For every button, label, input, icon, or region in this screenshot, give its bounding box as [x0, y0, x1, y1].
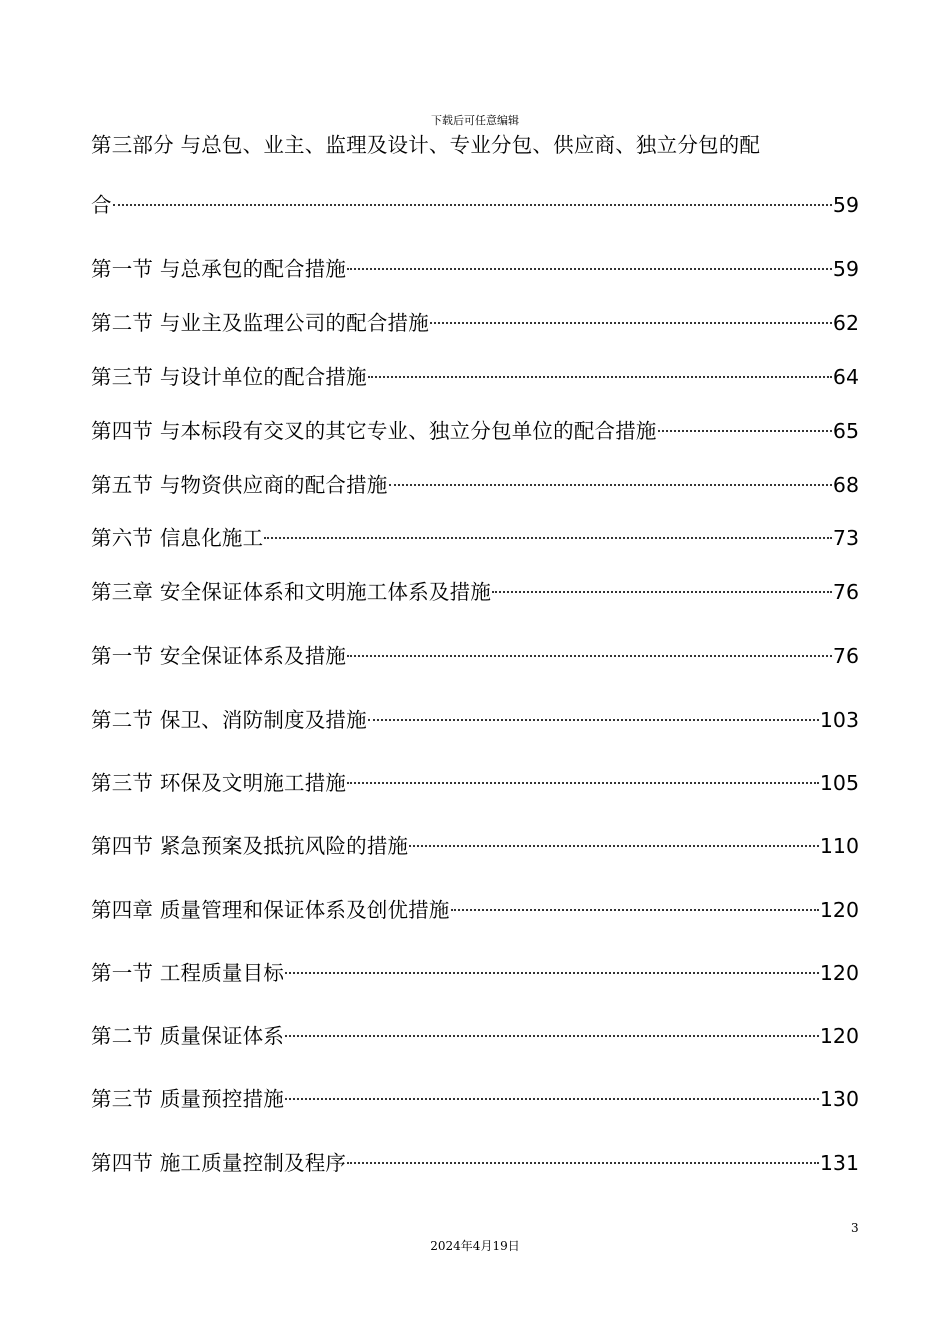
toc-entry-page: 131 [819, 1151, 859, 1175]
dot-leader [347, 246, 832, 276]
toc-entry[interactable] [91, 887, 859, 922]
toc-entry-label: 第三节 环保及文明施工措施 [91, 771, 347, 795]
toc-entry[interactable] [91, 515, 859, 550]
toc-entry[interactable] [91, 354, 859, 389]
toc-entry-page: 62 [832, 311, 859, 335]
toc-entry-label: 第四节 紧急预案及抵抗风险的措施 [91, 834, 409, 858]
toc-entry-page: 110 [819, 834, 859, 858]
toc-entry-page: 103 [819, 708, 859, 732]
toc-entry-page: 59 [832, 257, 859, 281]
footer-date: 2024年4月19日 [430, 1239, 520, 1253]
toc-entry-label: 第一节 安全保证体系及措施 [91, 644, 347, 668]
toc-entry-label: 第三节 质量预控措施 [91, 1087, 285, 1111]
toc-entry-page: 120 [819, 898, 859, 922]
dot-leader [368, 354, 832, 384]
toc-entry[interactable] [91, 697, 859, 732]
toc-entry-label: 第二节 与业主及监理公司的配合措施 [91, 311, 429, 335]
toc-entry[interactable] [91, 950, 859, 985]
toc-entry-page: 68 [832, 473, 859, 497]
toc-entry[interactable] [91, 1140, 859, 1175]
dot-leader [492, 569, 832, 599]
toc-entry-page: 76 [832, 580, 859, 604]
dot-leader [347, 633, 832, 663]
toc-entry[interactable] [91, 1076, 859, 1111]
dot-leader [347, 1140, 819, 1170]
toc-entry-page: 120 [819, 1024, 859, 1048]
toc-entry-label: 第四章 质量管理和保证体系及创优措施 [91, 898, 450, 922]
toc-entry-label: 第一节 工程质量目标 [91, 961, 285, 985]
dot-leader [430, 300, 832, 330]
toc-entry[interactable] [91, 462, 859, 497]
header-note: 下载后可任意编辑 [431, 114, 519, 127]
dot-leader [347, 760, 819, 790]
toc-entry-part3-line1: 第三部分 与总包、业主、监理及设计、专业分包、供应商、独立分包的配 [91, 133, 761, 157]
toc-entry-page: 73 [832, 526, 859, 550]
toc-entry[interactable] [91, 246, 859, 281]
toc-entry-label: 第三章 安全保证体系和文明施工体系及措施 [91, 580, 492, 604]
dot-leader [368, 697, 819, 727]
toc-entry-label: 第二节 质量保证体系 [91, 1024, 285, 1048]
toc-entry-label: 第二节 保卫、消防制度及措施 [91, 708, 367, 732]
dot-leader [285, 950, 819, 980]
dot-leader [409, 823, 819, 853]
toc-entry[interactable] [91, 408, 859, 443]
toc-entry-page: 105 [819, 771, 859, 795]
dot-leader [264, 515, 832, 545]
toc-entry-label: 第五节 与物资供应商的配合措施 [91, 473, 388, 497]
dot-leader [451, 887, 819, 917]
toc-entry[interactable] [91, 1013, 859, 1048]
toc-entry[interactable] [91, 823, 859, 858]
toc-entry[interactable] [91, 300, 859, 335]
page-number: 3 [851, 1221, 859, 1235]
toc-entry-page: 59 [832, 193, 859, 217]
toc-entry-page: 64 [832, 365, 859, 389]
toc-entry[interactable] [91, 760, 859, 795]
dot-leader [113, 182, 832, 212]
dot-leader [389, 462, 832, 492]
toc-entry-label: 第三节 与设计单位的配合措施 [91, 365, 367, 389]
dot-leader [285, 1013, 819, 1043]
toc-entry-label: 第六节 信息化施工 [91, 526, 264, 550]
toc-entry-page: 120 [819, 961, 859, 985]
toc-entry[interactable] [91, 569, 859, 604]
dot-leader [658, 408, 832, 438]
dot-leader [285, 1076, 819, 1106]
toc-entry-label: 合 [91, 193, 112, 217]
toc-entry-label: 第四节 施工质量控制及程序 [91, 1151, 347, 1175]
toc-entry-label: 第一节 与总承包的配合措施 [91, 257, 347, 281]
toc-entry-page: 76 [832, 644, 859, 668]
toc-entry-page: 130 [819, 1087, 859, 1111]
toc-entry[interactable] [91, 182, 859, 217]
toc-entry[interactable] [91, 633, 859, 668]
toc-entry-page: 65 [832, 419, 859, 443]
toc-entry-label: 第四节 与本标段有交叉的其它专业、独立分包单位的配合措施 [91, 419, 657, 443]
